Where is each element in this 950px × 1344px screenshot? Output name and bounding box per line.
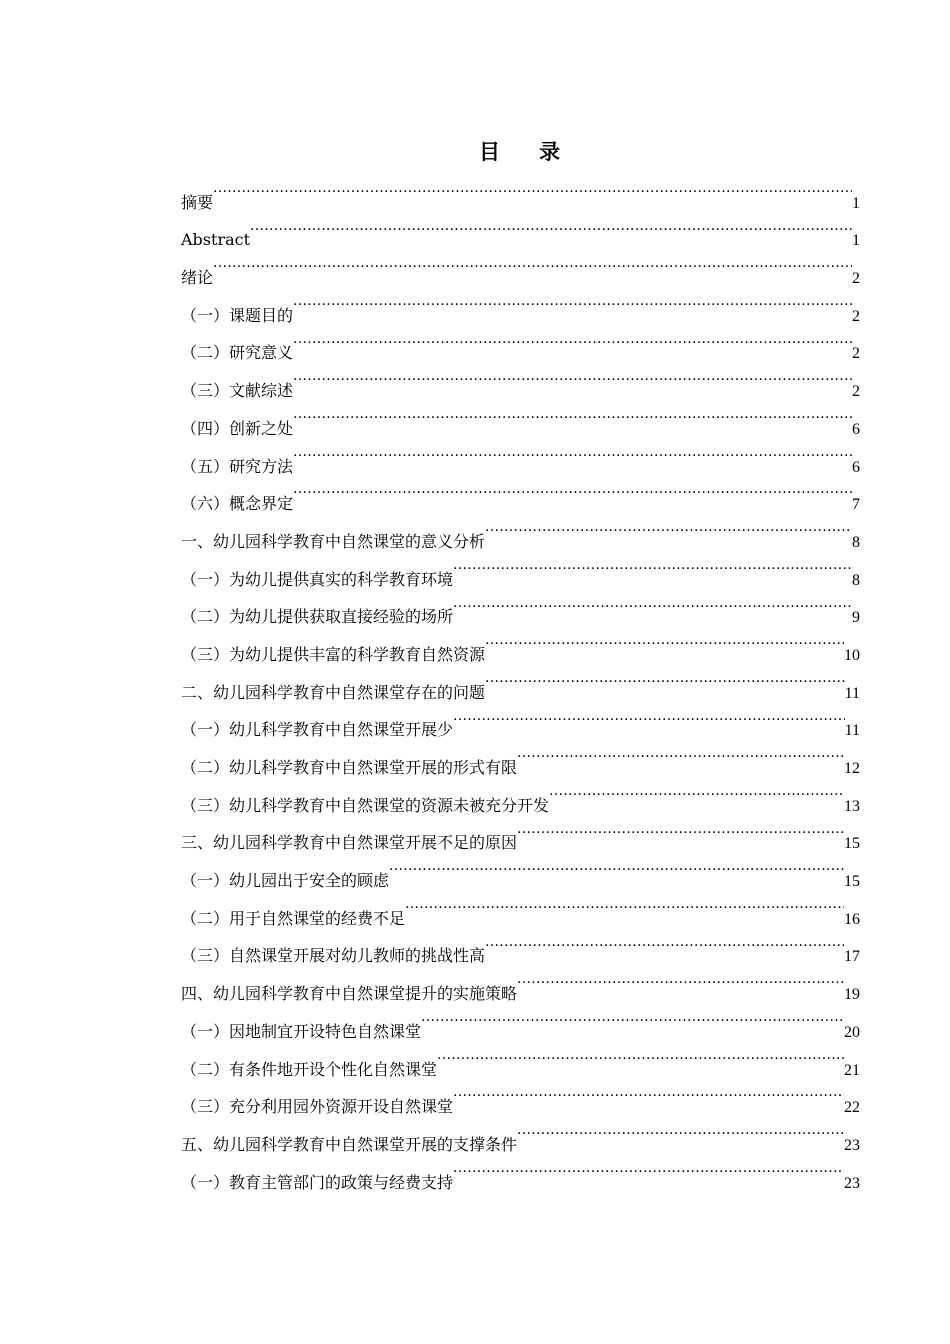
toc-entry-page-number: 2 [852, 383, 860, 401]
toc-leader-dots [213, 170, 852, 208]
toc-entry-label: （一）幼儿园出于安全的顾虑 [181, 871, 390, 891]
toc-entry-label: （二）用于自然课堂的经费不足 [181, 908, 406, 928]
toc-leader-dots [549, 773, 844, 811]
toc-entry-page-number: 9 [852, 609, 860, 627]
toc-entry-label: （二）为幼儿提供获取直接经验的场所 [181, 607, 454, 627]
toc-leader-dots [293, 472, 852, 510]
toc-leader-dots [213, 245, 852, 283]
toc-leader-dots [453, 698, 845, 736]
toc-entry-page-number: 23 [844, 1136, 860, 1154]
toc-entry-label: （一）课题目的 [181, 305, 294, 325]
toc-leader-dots [453, 1075, 844, 1113]
toc-entry-page-number: 2 [852, 345, 860, 363]
toc-entry-page-number: 6 [852, 458, 860, 476]
toc-entry-page-number: 11 [844, 722, 860, 740]
toc-entry-label: （六）概念界定 [181, 494, 294, 514]
toc-leader-dots [293, 434, 852, 472]
toc-leader-dots [421, 999, 844, 1037]
toc-entry-page-number: 19 [844, 986, 860, 1004]
toc-entry-page-number: 1 [852, 194, 860, 212]
toc-leader-dots [389, 848, 844, 886]
toc-leader-dots [485, 924, 844, 962]
toc-entry-label: （一）为幼儿提供真实的科学教育环境 [181, 569, 454, 589]
toc-entry-page-number: 2 [852, 307, 860, 325]
toc-entry[interactable] [181, 170, 860, 212]
toc-entry-page-number: 8 [852, 571, 860, 589]
toc-leader-dots [405, 886, 844, 924]
toc-leader-dots [485, 509, 852, 547]
toc-entry[interactable] [181, 283, 860, 325]
toc-entry-page-number: 12 [844, 760, 860, 777]
toc-entry-page-number: 15 [844, 835, 860, 853]
table-of-contents [181, 170, 860, 1192]
toc-leader-dots [437, 1037, 844, 1075]
toc-entry-page-number: 20 [844, 1023, 860, 1041]
toc-entry-label: （四）创新之处 [181, 418, 294, 438]
toc-entry-page-number: 11 [844, 684, 860, 702]
toc-entry-page-number: 15 [844, 873, 860, 891]
toc-entry[interactable] [181, 245, 860, 288]
toc-entry-label: （二）有条件地开设个性化自然课堂 [181, 1059, 438, 1079]
toc-entry-label: （三）充分利用园外资源开设自然课堂 [181, 1097, 454, 1117]
toc-entry-label: 五、幼儿园科学教育中自然课堂开展的支撑条件 [181, 1134, 518, 1154]
toc-entry-page-number: 22 [844, 1099, 860, 1117]
toc-entry-page-number: 7 [852, 496, 860, 514]
toc-entry-label: （三）文献综述 [181, 381, 294, 401]
toc-entry-page-number: 6 [852, 420, 860, 438]
toc-entry-page-number: 17 [844, 948, 860, 966]
toc-leader-dots [453, 585, 852, 623]
toc-entry-label: （一）教育主管部门的政策与经费支持 [181, 1172, 454, 1192]
toc-leader-dots [453, 547, 852, 585]
toc-entry-label: （五）研究方法 [181, 456, 294, 476]
toc-entry-label: （三）幼儿科学教育中自然课堂的资源未被充分开发 [181, 795, 550, 815]
toc-entry-label: 绪论 [181, 268, 214, 288]
toc-entry-label: （一）幼儿科学教育中自然课堂开展少 [181, 720, 454, 740]
toc-leader-dots [485, 660, 845, 698]
toc-entry[interactable] [181, 208, 860, 250]
toc-leader-dots [517, 1112, 844, 1150]
toc-entry-page-number: 23 [844, 1174, 860, 1192]
toc-entry-page-number: 16 [844, 910, 860, 928]
toc-entry-label: 二、幼儿园科学教育中自然课堂存在的问题 [181, 682, 486, 702]
toc-leader-dots [485, 622, 844, 660]
toc-entry-label: 四、幼儿园科学教育中自然课堂提升的实施策略 [181, 984, 518, 1004]
toc-entry-label: Abstract [181, 230, 251, 250]
toc-leader-dots [453, 1150, 844, 1188]
toc-title-part2: 录 [539, 139, 561, 164]
toc-leader-dots [293, 283, 852, 321]
toc-title-part1: 目 [479, 139, 501, 164]
toc-entry-page-number: 10 [844, 646, 860, 664]
toc-leader-dots [517, 735, 844, 773]
toc-entry-page-number: 1 [852, 232, 860, 250]
toc-entry-label: （二）研究意义 [181, 343, 294, 363]
toc-leader-dots [250, 208, 852, 246]
toc-leader-dots [293, 321, 852, 359]
toc-entry-label: （三）自然课堂开展对幼儿教师的挑战性高 [181, 946, 486, 966]
toc-entry-page-number: 21 [844, 1061, 860, 1079]
toc-entry-page-number: 8 [852, 533, 860, 551]
toc-leader-dots [517, 811, 844, 849]
toc-leader-dots [293, 396, 852, 434]
toc-title [0, 136, 950, 166]
toc-leader-dots [517, 961, 844, 999]
toc-entry-label: 三、幼儿园科学教育中自然课堂开展不足的原因 [181, 833, 518, 853]
toc-entry-page-number: 13 [844, 797, 860, 815]
toc-entry-label: （二）幼儿科学教育中自然课堂开展的形式有限 [181, 758, 518, 777]
toc-entry-label: （三）为幼儿提供丰富的科学教育自然资源 [181, 644, 486, 664]
toc-leader-dots [293, 358, 852, 396]
toc-entry-label: 一、幼儿园科学教育中自然课堂的意义分析 [181, 531, 486, 551]
toc-entry-label: 摘要 [181, 192, 214, 212]
toc-entry-label: （一）因地制宜开设特色自然课堂 [181, 1021, 422, 1041]
toc-entry-page-number: 2 [852, 270, 860, 288]
